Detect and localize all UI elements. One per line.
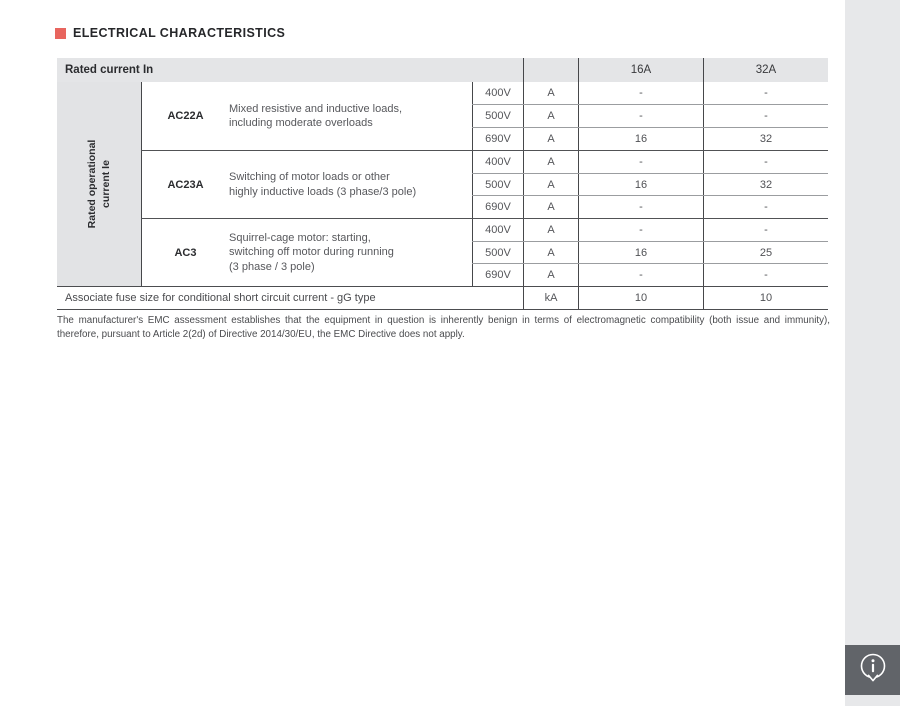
value-16a-cell: - bbox=[578, 105, 703, 127]
header-rated-current: Rated current In bbox=[65, 64, 154, 76]
emc-footnote: The manufacturer's EMC assessment establishes that the equipment in question is inherently benign in terms of electromagnetic compatibility (both issue and immunity), therefore, pursuant to Article 2(2d) of Directive 2014/30/EU, the EMC Directive does not apply. bbox=[57, 315, 830, 340]
voltage-cell: 400V bbox=[472, 82, 523, 104]
fuse-value-32a-cell: 10 bbox=[703, 287, 828, 309]
unit-cell: A bbox=[523, 242, 578, 264]
rated-operational-current-label: Rated operational current Ie bbox=[86, 139, 112, 229]
unit-cell: A bbox=[523, 128, 578, 150]
electrical-characteristics-table bbox=[57, 58, 828, 310]
table-row bbox=[472, 195, 828, 218]
rated-operational-current-cell bbox=[57, 82, 141, 286]
section-header bbox=[55, 26, 285, 40]
group-info bbox=[141, 151, 472, 218]
value-16a-cell: 16 bbox=[578, 242, 703, 264]
value-16a-cell: - bbox=[578, 219, 703, 241]
value-32a-cell: - bbox=[703, 264, 828, 286]
voltage-cell: 400V bbox=[472, 219, 523, 241]
info-icon bbox=[856, 651, 890, 689]
table-row bbox=[472, 219, 828, 241]
table-group-ac23a bbox=[141, 150, 828, 218]
value-16a-cell: - bbox=[578, 196, 703, 218]
unit-cell: A bbox=[523, 219, 578, 241]
value-32a-cell: 32 bbox=[703, 174, 828, 196]
value-16a-cell: 16 bbox=[578, 174, 703, 196]
voltage-cell: 500V bbox=[472, 242, 523, 264]
fuse-unit-cell: kA bbox=[523, 287, 578, 309]
voltage-cell: 400V bbox=[472, 151, 523, 173]
table-row bbox=[472, 82, 828, 104]
header-unit-spacer bbox=[523, 58, 578, 82]
table-header-row bbox=[57, 58, 828, 82]
load-category-description: Switching of motor loads or other highly inductive loads (3 phase/3 pole) bbox=[229, 171, 417, 198]
value-16a-cell: - bbox=[578, 264, 703, 286]
table-group-ac3 bbox=[141, 218, 828, 286]
table-row bbox=[472, 104, 828, 127]
load-category-code: AC22A bbox=[167, 110, 204, 122]
info-button[interactable] bbox=[845, 645, 900, 695]
table-body-right bbox=[141, 82, 828, 286]
load-category-code: AC3 bbox=[174, 246, 197, 259]
unit-cell: A bbox=[523, 82, 578, 104]
value-32a-cell: 25 bbox=[703, 242, 828, 264]
unit-cell: A bbox=[523, 196, 578, 218]
load-category-description: Squirrel-cage motor: starting, switching off motor during running (3 phase / 3 pole) bbox=[229, 231, 394, 273]
section-marker-icon bbox=[55, 28, 66, 39]
group-rows bbox=[472, 219, 828, 286]
fuse-value-16a-cell: 10 bbox=[578, 287, 703, 309]
header-col-32a: 32A bbox=[703, 58, 828, 82]
voltage-cell: 690V bbox=[472, 264, 523, 286]
voltage-cell: 500V bbox=[472, 105, 523, 127]
group-rows bbox=[472, 151, 828, 218]
table-row bbox=[472, 263, 828, 286]
load-category-code: AC23A bbox=[167, 178, 204, 191]
value-16a-cell: - bbox=[578, 151, 703, 173]
voltage-cell: 690V bbox=[472, 128, 523, 150]
voltage-cell: 500V bbox=[472, 174, 523, 196]
table-group-ac22a bbox=[141, 82, 828, 150]
value-32a-cell: - bbox=[703, 105, 828, 127]
fuse-size-row bbox=[57, 286, 828, 310]
section-title: ELECTRICAL CHARACTERISTICS bbox=[73, 26, 286, 40]
table-row bbox=[472, 127, 828, 150]
value-16a-cell: - bbox=[578, 82, 703, 104]
table-row bbox=[472, 173, 828, 196]
value-32a-cell: - bbox=[703, 82, 828, 104]
unit-cell: A bbox=[523, 105, 578, 127]
table-body bbox=[57, 82, 828, 286]
group-info bbox=[141, 219, 472, 286]
table-row bbox=[472, 241, 828, 264]
fuse-size-label: Associate fuse size for conditional short circuit current - gG type bbox=[65, 292, 376, 304]
right-margin-rail bbox=[845, 0, 900, 706]
unit-cell: A bbox=[523, 151, 578, 173]
load-category-description: Mixed resistive and inductive loads, including moderate overloads bbox=[229, 102, 403, 129]
value-32a-cell: - bbox=[703, 219, 828, 241]
voltage-cell: 690V bbox=[472, 196, 523, 218]
table-row bbox=[472, 151, 828, 173]
value-32a-cell: - bbox=[703, 151, 828, 173]
unit-cell: A bbox=[523, 174, 578, 196]
header-col-16a: 16A bbox=[578, 58, 703, 82]
unit-cell: A bbox=[523, 264, 578, 286]
value-32a-cell: - bbox=[703, 196, 828, 218]
value-32a-cell: 32 bbox=[703, 128, 828, 150]
value-16a-cell: 16 bbox=[578, 128, 703, 150]
group-info bbox=[141, 82, 472, 150]
group-rows bbox=[472, 82, 828, 150]
